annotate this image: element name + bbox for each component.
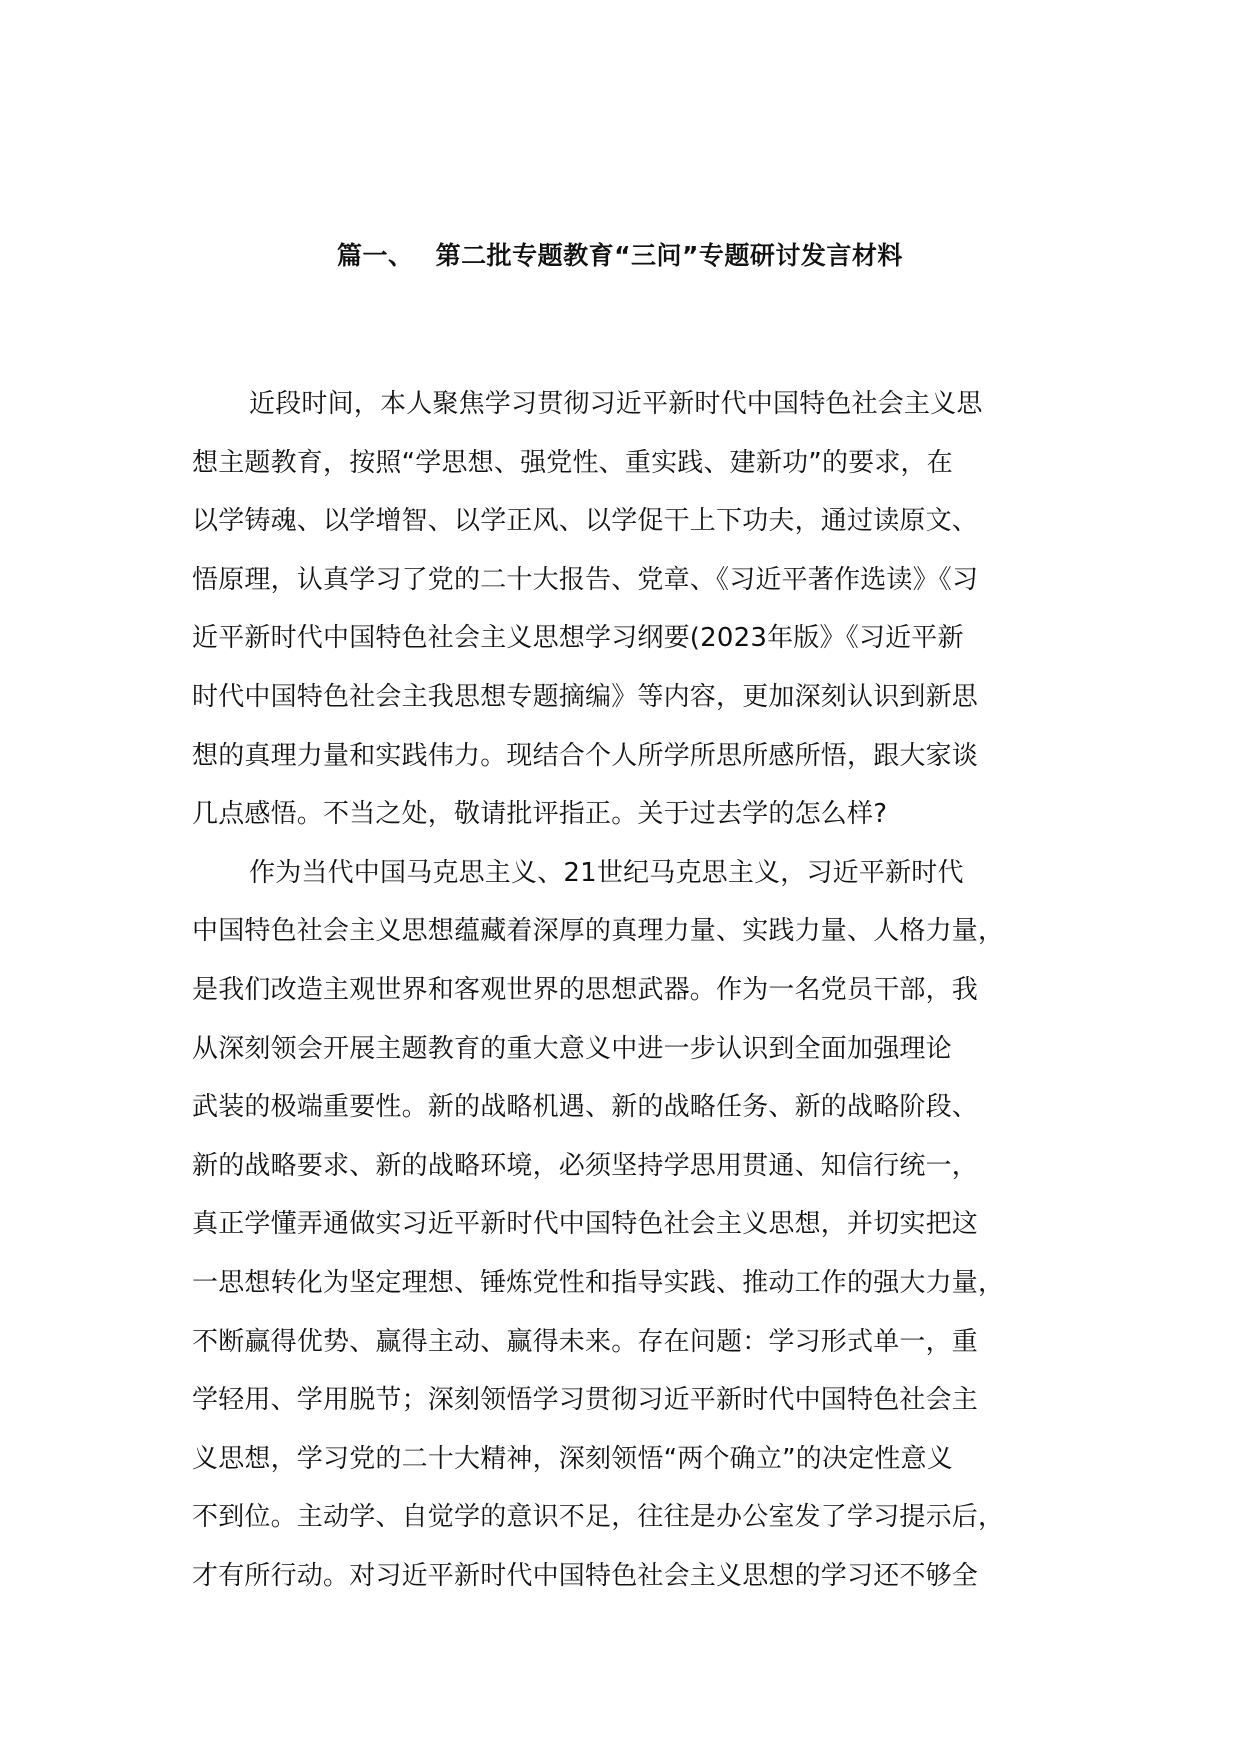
paragraph-line: 作为当代中国马克思主义、21世纪马克思主义，习近平新时代 (249, 857, 964, 888)
paragraph-line: 义思想，学习党的二十大精神，深刻领悟“两个确立”的决定性意义 (192, 1443, 953, 1474)
paragraph-line: 中国特色社会主义思想蕴藏着深厚的真理力量、实践力量、人格力量， (192, 916, 1005, 947)
paragraph-line: 时代中国特色社会主我思想专题摘编》等内容，更加深刻认识到新思 (192, 681, 979, 712)
paragraph-line: 从深刻领会开展主题教育的重大意义中进一步认识到全面加强理论 (192, 1033, 952, 1064)
paragraph-line: 武装的极端重要性。新的战略机遇、新的战略任务、新的战略阶段、 (192, 1092, 979, 1123)
paragraph-line: 想的真理力量和实践伟力。现结合个人所学所思所感所悟，跟大家谈 (192, 740, 979, 771)
paragraph-line: 悟原理，认真学习了党的二十大报告、党章、《习近平著作选读》《习 (192, 564, 979, 595)
paragraph-line: 几点感悟。不当之处，敬请批评指正。关于过去学的怎么样? (192, 799, 888, 830)
paragraph-line: 新的战略要求、新的战略环境，必须坚持学思用贯通、知信行统一， (192, 1150, 979, 1181)
title-number: 篇一、 (337, 241, 414, 270)
paragraph-line: 真正学懂弄通做实习近平新时代中国特色社会主义思想，并切实把这 (192, 1209, 979, 1240)
paragraph-line: 想主题教育，按照“学思想、强党性、重实践、建新功”的要求，在 (192, 447, 953, 478)
document-body (192, 375, 1072, 1605)
document-title (0, 236, 1240, 276)
paragraph-line: 近段时间，本人聚焦学习贯彻习近平新时代中国特色社会主义思 (249, 389, 983, 419)
paragraph-line: 才有所行动。对习近平新时代中国特色社会主义思想的学习还不够全 (192, 1560, 979, 1591)
paragraph-line: 是我们改造主观世界和客观世界的思想武器。作为一名党员干部，我 (192, 974, 979, 1005)
paragraph-line: 学轻用、学用脱节；深刻领悟学习贯彻习近平新时代中国特色社会主 (192, 1385, 979, 1416)
paragraph-line: 一思想转化为坚定理想、锤炼党性和指导实践、推动工作的强大力量， (192, 1267, 1005, 1298)
paragraph-line: 近平新时代中国特色社会主义思想学习纲要(2023年版》《习近平新 (192, 623, 964, 654)
title-text: 第二批专题教育“三问”专题研讨发言材料 (435, 241, 903, 270)
paragraph-line: 不断赢得优势、赢得主动、赢得未来。存在问题：学习形式单一，重 (192, 1326, 979, 1357)
paragraph-line: 不到位。主动学、自觉学的意识不足，往往是办公室发了学习提示后， (192, 1502, 1005, 1533)
paragraph-line: 以学铸魂、以学增智、以学正风、以学促干上下功夫，通过读原文、 (192, 506, 979, 537)
